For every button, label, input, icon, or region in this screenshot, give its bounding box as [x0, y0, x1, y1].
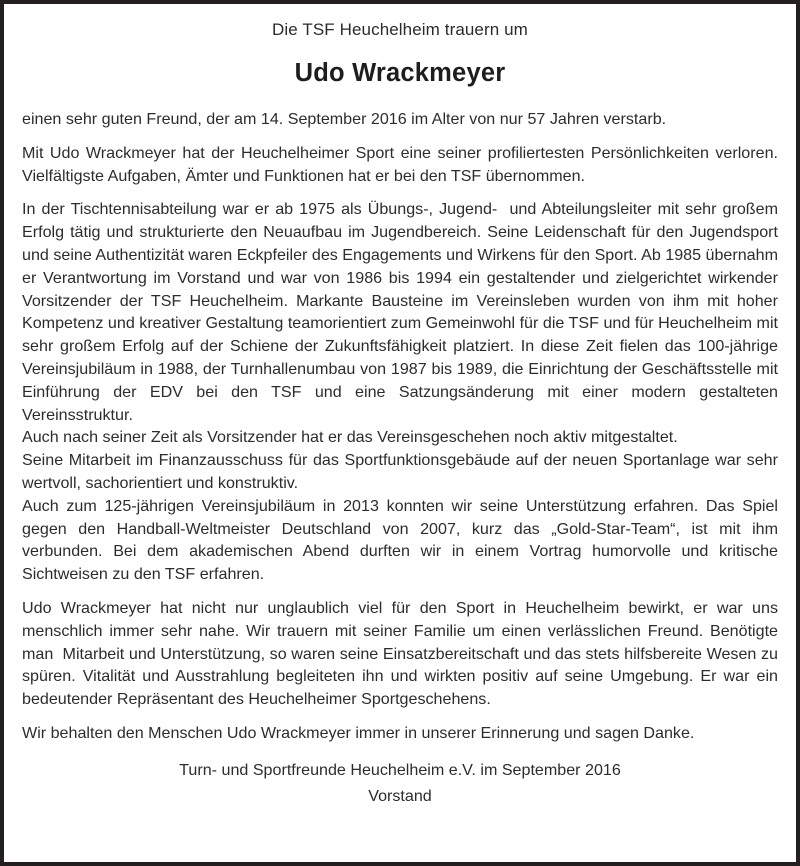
paragraph-personality: Mit Udo Wrackmeyer hat der Heuchelheimer Sport eine seiner profiliertesten Persönlichkeiten verloren. Vielfältigste Aufgaben, Ämter und Funktionen hat er bei den TSF übernommen.	[22, 143, 783, 185]
paragraph-table-tennis-and-chairmanship: In der Tischtennisabteilung war er ab 1975 als Übungs-, Jugend- und Abteilungsleiter mit sehr großem Erfolg tätig und strukturierte den Neuaufbau im Jugendbereich. Seine Leidenschaft für den Jugendsport und seine Authentizität waren Eckpfeiler des Engagements und Wirkens für den Sport. Ab 1985 übernahm er Verantwortung im Vorstand und war von 1986 bis 1994 ein gestaltender und zielgerichtet wirkender Vorsitzender der TSF Heuchelheim. Markante Bausteine im Vereinsleben wurden von ihm mit hoher Kompetenz und kreativer Gestaltung teamorientiert zum Gemeinwohl für die TSF und für Heuchelheim mit sehr großem Erfolg auf der Schiene der Zukunftsfähigkeit platziert. In diese Zeit fielen das 100-jährige Vereinsjubiläum in 1988, der Turnhallenumbau von 1987 bis 1989, die Einrichtung der Geschäftsstelle mit Einführung der EDV bei den TSF und eine Satzungsänderung mit einer modern gestalteten Vereinsstruktur.	[22, 200, 783, 424]
paragraph-personal-tribute: Udo Wrackmeyer hat nicht nur unglaublich viel für den Sport in Heuchelheim bewirkt, er war uns menschlich immer sehr nahe. Wir trauern mit seiner Familie um einen verlässlichen Freund. Benötigte man Mitarbeit und Unterstützung, so waren seine Einsatzbereitschaft und das stets hilfsbereite Wesen zu spüren. Vitalität und Ausstrahlung begleiteten ihn und wirkten positiv auf seine Umgebung. Er war ein bedeutender Repräsentant des Heuchelheimer Sportgeschehens.	[22, 598, 783, 709]
paragraph-anniversary-2013: Auch zum 125-jährigen Vereinsjubiläum in 2013 konnten wir seine Unterstützung erfahren. Das Spiel gegen den Handball-Weltmeister Deutschland von 2007, kurz das „Gold-Star-Team“, ist mit ihm verbunden. Bei dem akademischen Abend durften wir in einem Vortrag humorvolle und kritische Sichtweisen zu den TSF erfahren.	[22, 496, 783, 584]
signature-board: Vorstand	[368, 786, 432, 805]
deceased-name-heading: Udo Wrackmeyer	[294, 59, 506, 87]
signature-organisation-and-date: Turn- und Sportfreunde Heuchelheim e.V. im September 2016	[179, 760, 621, 779]
paragraph-closing-thanks: Wir behalten den Menschen Udo Wrackmeyer immer in unserer Erinnerung und sagen Danke.	[22, 723, 695, 742]
signature-block	[22, 757, 778, 809]
paragraph-finance-committee: Seine Mitarbeit im Finanzausschuss für das Sportfunktionsgebäude auf der neuen Sportanlage war sehr wertvoll, sachorientiert und konstruktiv.	[22, 451, 783, 492]
obituary-body	[22, 108, 783, 745]
mourning-line: Die TSF Heuchelheim trauern um	[272, 20, 528, 39]
paragraph-intro: einen sehr guten Freund, der am 14. September 2016 im Alter von nur 57 Jahren verstarb.	[22, 110, 667, 128]
paragraph-after-chairmanship: Auch nach seiner Zeit als Vorsitzender hat er das Vereinsgeschehen noch aktiv mitgestaltet.	[22, 428, 678, 447]
